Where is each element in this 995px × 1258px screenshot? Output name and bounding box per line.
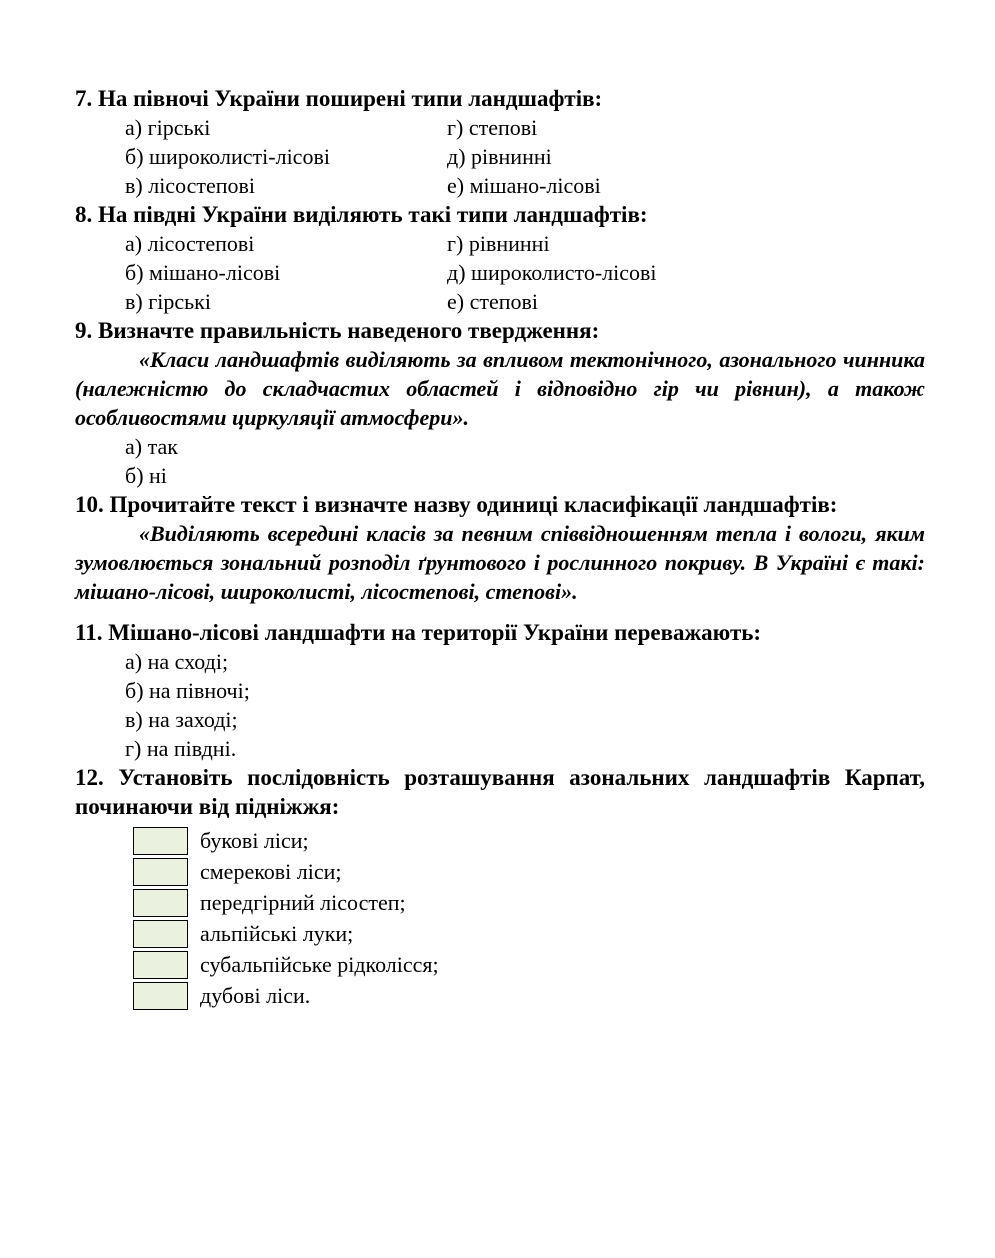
sequence-item [133, 949, 925, 980]
question-11-option-c: в) на заході; [125, 707, 238, 732]
option: е) степові [447, 289, 539, 314]
sequence-item-label: альпійські луки; [200, 921, 354, 946]
sequence-item-label: букові ліси; [200, 828, 309, 853]
sequence-item [133, 887, 925, 918]
answer-box[interactable] [133, 827, 188, 855]
question-7-title: 7. На півночі України поширені типи ландшафтів: [75, 86, 603, 111]
sequence-item-label: передгірний лісостеп; [200, 890, 406, 915]
question-11-option-a: а) на сході; [125, 649, 229, 674]
option: а) лісостепові [125, 231, 255, 256]
option: д) рівнинні [447, 144, 552, 169]
question-7-option-row [75, 113, 925, 142]
option: в) лісостепові [125, 173, 256, 198]
question-9-statement: «Класи ландшафтів виділяють за впливом тектонічного, азонального чинника (належністю до складчастих областей і відповідно гір чи рівнин), а також особливостями циркуляції атмосфери». [75, 347, 925, 430]
question-7-option-row [75, 171, 925, 200]
sequence-item-label: смерекові ліси; [200, 859, 342, 884]
answer-box[interactable] [133, 951, 188, 979]
question-8-option-row [75, 229, 925, 258]
option: г) степові [447, 115, 538, 140]
question-12-title: 12. Установіть послідовність розташування азональних ландшафтів Карпат, починаючи від підніжжя: [75, 765, 925, 819]
option: б) широколисті-лісові [125, 144, 330, 169]
question-8-option-row [75, 258, 925, 287]
question-10-title: 10. Прочитайте текст і визначте назву одиниці класифікації ландшафтів: [75, 492, 838, 517]
option: б) мішано-лісові [125, 260, 281, 285]
question-9-option-a: а) так [125, 434, 178, 459]
spacer [75, 606, 925, 618]
sequence-item [133, 980, 925, 1011]
question-11-title: 11. Мішано-лісові ландшафти на території України переважають: [75, 620, 762, 645]
sequence-item [133, 825, 925, 856]
sequence-item [133, 918, 925, 949]
option: г) рівнинні [447, 231, 550, 256]
sequence-item-label: дубові ліси. [200, 983, 311, 1008]
answer-box[interactable] [133, 982, 188, 1010]
question-7-option-row [75, 142, 925, 171]
sequence-item-label: субальпійське рідколісся; [200, 952, 439, 977]
question-9-title: 9. Визначте правильність наведеного твердження: [75, 318, 600, 343]
option: а) гірські [125, 115, 211, 140]
answer-box[interactable] [133, 920, 188, 948]
option: е) мішано-лісові [447, 173, 601, 198]
question-8-title: 8. На півдні України виділяють такі типи ландшафтів: [75, 202, 648, 227]
answer-box[interactable] [133, 858, 188, 886]
sequence-list [133, 825, 925, 1011]
answer-box[interactable] [133, 889, 188, 917]
sequence-item [133, 856, 925, 887]
question-8-option-row [75, 287, 925, 316]
question-9-option-b: б) ні [125, 463, 167, 488]
option: д) широколисто-лісові [447, 260, 657, 285]
question-11-option-b: б) на півночі; [125, 678, 250, 703]
question-10-text: «Виділяють всередині класів за певним співвідношенням тепла і вологи, яким зумовлюється зональний розподіл ґрунтового і рослинного покриву. В Україні є такі: мішано-лісові, широколисті, лісостепові, степові». [75, 521, 925, 604]
question-11-option-d: г) на півдні. [125, 736, 237, 761]
test-page [75, 84, 925, 1011]
option: в) гірські [125, 289, 211, 314]
